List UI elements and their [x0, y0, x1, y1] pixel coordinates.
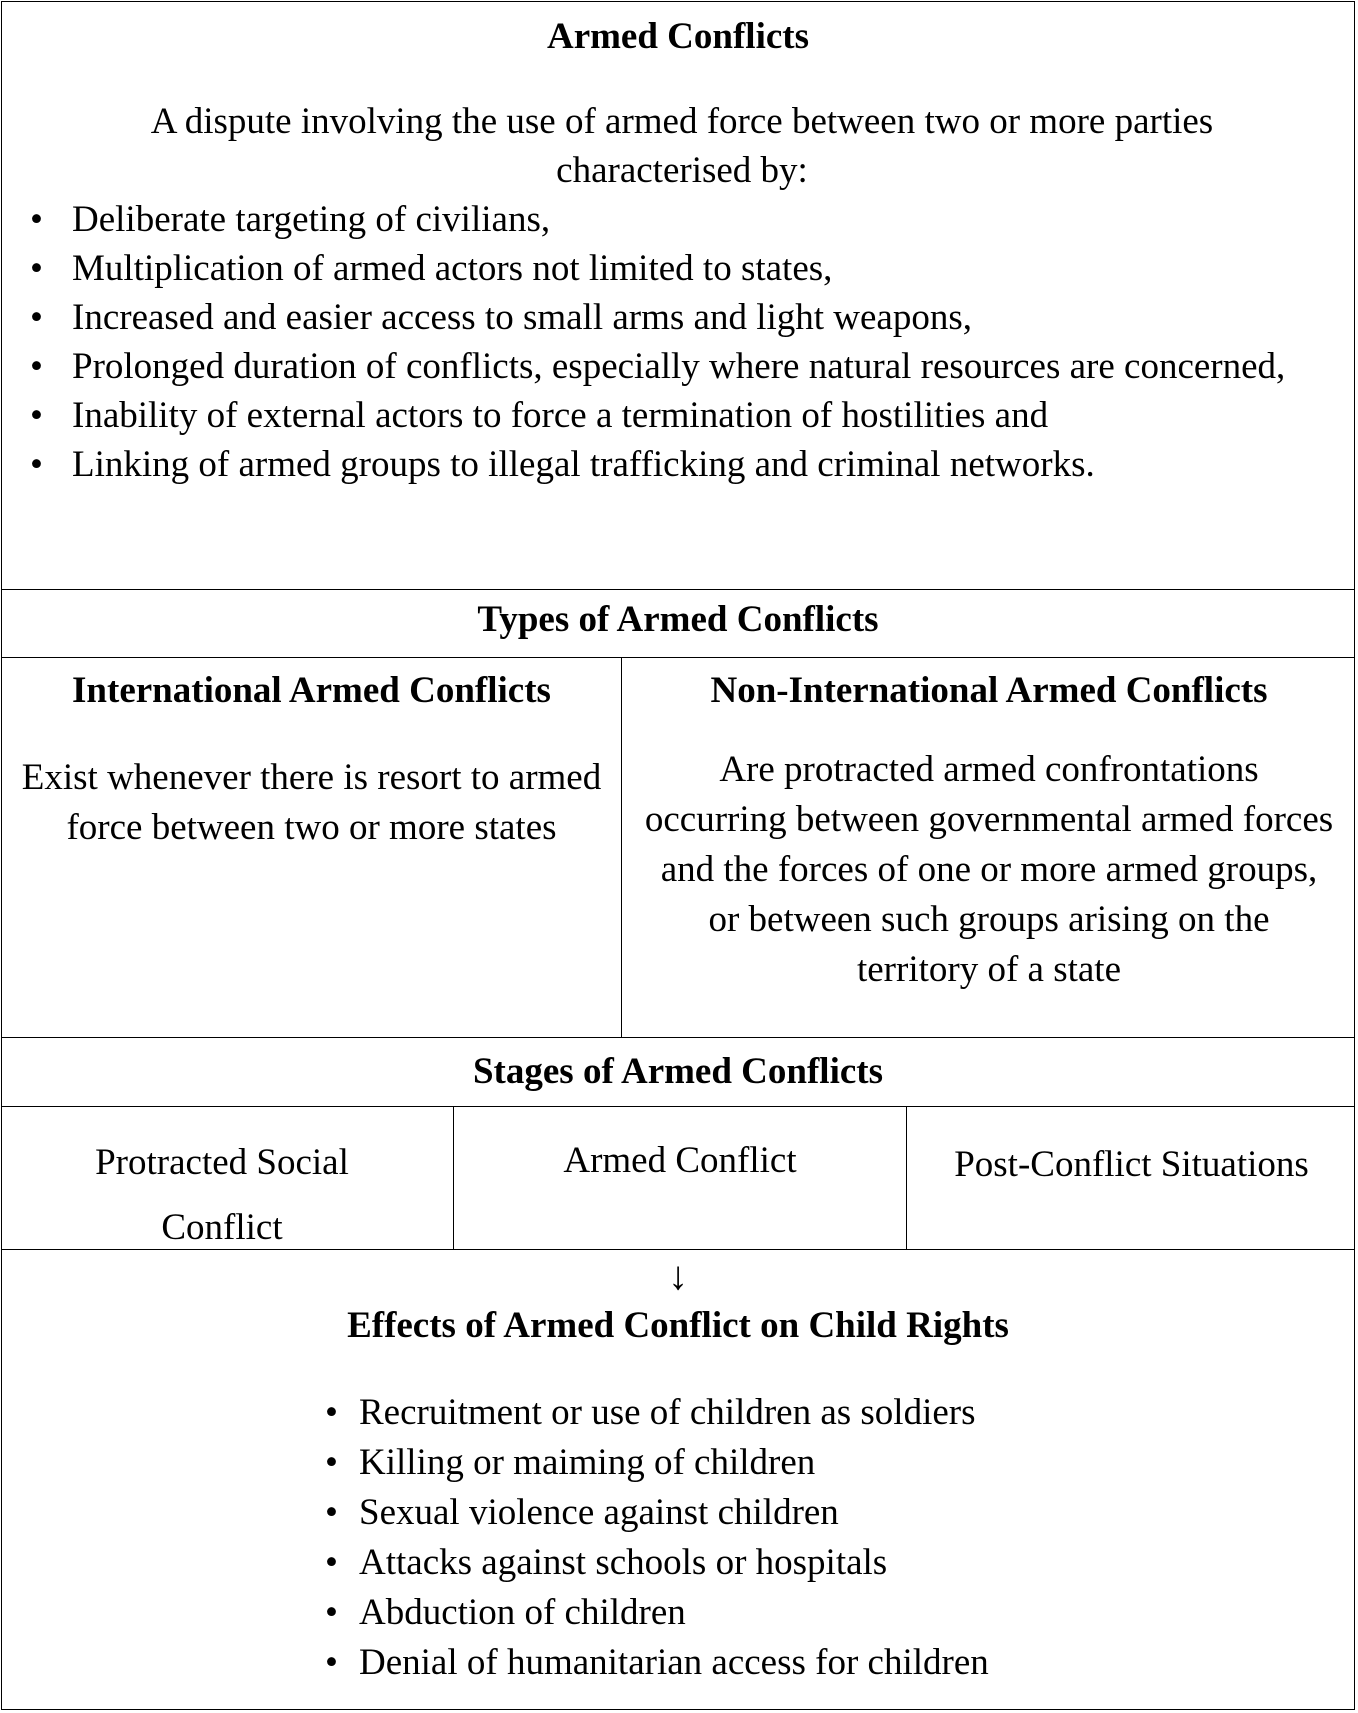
non-international-text: Are protracted armed confrontations occurring between governmental armed forces and the forces of one or more armed groups, or between such groups arising on the territory of a state	[644, 749, 1334, 990]
characteristics-list	[2, 195, 1292, 489]
characteristic-item: • Multiplication of armed actors not limited to states,	[2, 244, 1292, 293]
international-title: International Armed Conflicts	[72, 670, 551, 711]
types-title: Types of Armed Conflicts	[477, 599, 879, 640]
non-international-title: Non-International Armed Conflicts	[710, 670, 1268, 711]
effect-item: • Denial of humanitarian access for children	[359, 1638, 1259, 1688]
characteristic-item: • Deliberate targeting of civilians,	[2, 195, 1292, 244]
effect-item: • Sexual violence against children	[359, 1488, 1259, 1538]
international-cell	[2, 657, 621, 1037]
characteristic-item: • Linking of armed groups to illegal trafficking and criminal networks.	[2, 440, 1292, 489]
characteristic-item: • Increased and easier access to small arms and light weapons,	[2, 293, 1292, 342]
effects-list	[359, 1388, 1259, 1688]
characteristic-item: • Prolonged duration of conflicts, especially where natural resources are concerned,	[2, 342, 1292, 391]
international-text: Exist whenever there is resort to armed force between two or more states	[21, 757, 602, 848]
armed-conflicts-title: Armed Conflicts	[546, 16, 810, 57]
non-international-cell	[622, 657, 1356, 1037]
divider	[2, 1249, 1354, 1250]
effect-item: • Attacks against schools or hospitals	[359, 1538, 1259, 1588]
armed-conflicts-definition: A dispute involving the use of armed force between two or more parties characterised by:	[150, 101, 1214, 191]
effects-title: Effects of Armed Conflict on Child Rights	[347, 1305, 1009, 1346]
characteristic-item: • Inability of external actors to force a termination of hostilities and	[2, 391, 1292, 440]
stage-protracted-social-conflict: Protracted Social Conflict	[95, 1142, 349, 1248]
divider	[2, 1106, 1354, 1107]
effect-item: • Killing or maiming of children	[359, 1438, 1259, 1488]
divider	[2, 589, 1354, 590]
down-arrow-icon: ↓	[668, 1253, 688, 1298]
divider	[2, 1037, 1354, 1038]
armed-conflicts-section	[2, 2, 1354, 590]
effect-item: • Abduction of children	[359, 1588, 1259, 1638]
stage-armed-conflict: Armed Conflict	[563, 1140, 797, 1181]
diagram-frame	[1, 1, 1355, 1710]
effect-item: • Recruitment or use of children as soldiers	[359, 1388, 1259, 1438]
stage-post-conflict-situations: Post-Conflict Situations	[954, 1144, 1309, 1185]
stages-title: Stages of Armed Conflicts	[472, 1051, 884, 1092]
